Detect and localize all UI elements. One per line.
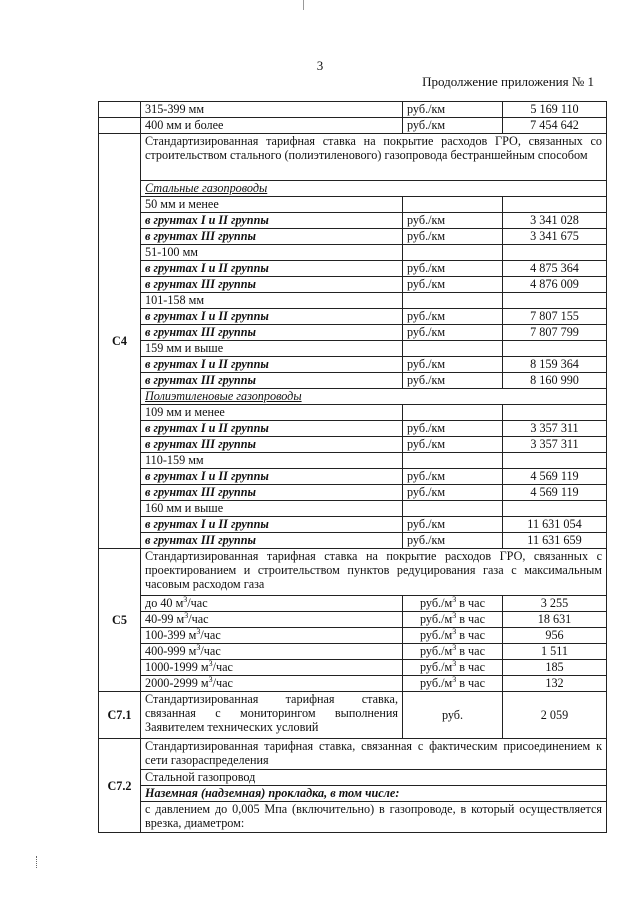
value-cell: 3 357 311 bbox=[503, 437, 607, 453]
value-cell: 11 631 659 bbox=[503, 533, 607, 549]
table-row bbox=[99, 501, 607, 517]
diameter-label: 315-399 мм bbox=[141, 102, 403, 118]
soil-group-label: в грунтах I и II группы bbox=[141, 469, 403, 485]
table-row bbox=[99, 325, 607, 341]
soil-group-label: в грунтах I и II группы bbox=[141, 421, 403, 437]
table-row bbox=[99, 676, 607, 692]
unit-cell: руб./км bbox=[403, 421, 503, 437]
tariff-table-body bbox=[99, 102, 607, 833]
value-cell: 7 807 155 bbox=[503, 309, 607, 325]
diameter-label: 400 мм и более bbox=[141, 118, 403, 134]
table-row bbox=[99, 118, 607, 134]
table-row bbox=[99, 802, 607, 833]
unit-prefix: руб./м bbox=[419, 644, 453, 658]
table-row bbox=[99, 739, 607, 770]
code-c5: С5 bbox=[99, 549, 141, 692]
table-row bbox=[99, 357, 607, 373]
per-hour-suffix: /час bbox=[212, 660, 233, 674]
value-cell: 4 569 119 bbox=[503, 485, 607, 501]
table-row bbox=[99, 469, 607, 485]
unit-prefix: руб./м bbox=[419, 612, 453, 626]
flow-range-text: 100-399 м bbox=[145, 628, 197, 642]
unit-cell: руб./км bbox=[403, 229, 503, 245]
flow-range-text: 400-999 м bbox=[145, 644, 197, 658]
code-cell-empty bbox=[99, 102, 141, 118]
table-row bbox=[99, 692, 607, 739]
poly-header: Полиэтиленовые газопроводы bbox=[141, 389, 607, 405]
diameter-label: 101-158 мм bbox=[141, 293, 403, 309]
table-row bbox=[99, 596, 607, 612]
unit-cell bbox=[403, 644, 503, 660]
value-cell: 956 bbox=[503, 628, 607, 644]
table-row bbox=[99, 549, 607, 596]
table-row bbox=[99, 770, 607, 786]
soil-group-label: в грунтах I и II группы bbox=[141, 357, 403, 373]
table-row bbox=[99, 389, 607, 405]
soil-group-label: в грунтах I и II группы bbox=[141, 309, 403, 325]
unit-suffix: в час bbox=[456, 612, 485, 626]
cubic-superscript: 3 bbox=[184, 610, 189, 620]
c71-title: Стандартизированная тарифная ставка, связанная с мониторингом выполнения Заявителем технических условий bbox=[141, 692, 403, 739]
soil-group-label: в грунтах III группы bbox=[141, 533, 403, 549]
table-row bbox=[99, 277, 607, 293]
diameter-label: 109 мм и менее bbox=[141, 405, 403, 421]
c72-title: Стандартизированная тарифная ставка, связанная с фактическим присоединением к сети газораспределения bbox=[141, 739, 607, 770]
soil-group-label: в грунтах III группы bbox=[141, 373, 403, 389]
unit-cell bbox=[403, 612, 503, 628]
table-row bbox=[99, 453, 607, 469]
table-row bbox=[99, 644, 607, 660]
table-row bbox=[99, 309, 607, 325]
diameter-label: 160 мм и выше bbox=[141, 501, 403, 517]
diameter-label: 50 мм и менее bbox=[141, 197, 403, 213]
table-row bbox=[99, 213, 607, 229]
value-cell-empty bbox=[503, 453, 607, 469]
per-hour-suffix: /час bbox=[200, 644, 221, 658]
table-row bbox=[99, 229, 607, 245]
flow-range-text: 2000-2999 м bbox=[145, 676, 209, 690]
value-cell-empty bbox=[503, 341, 607, 357]
continuation-caption: Продолжение приложения № 1 bbox=[422, 74, 594, 89]
unit-cell: руб./км bbox=[403, 102, 503, 118]
soil-group-label: в грунтах I и II группы bbox=[141, 261, 403, 277]
code-c72: С7.2 bbox=[99, 739, 141, 833]
soil-group-label: в грунтах I и II группы bbox=[141, 213, 403, 229]
unit-suffix: в час bbox=[456, 596, 485, 610]
code-cell-empty bbox=[99, 118, 141, 134]
table-row bbox=[99, 373, 607, 389]
diameter-label: 51-100 мм bbox=[141, 245, 403, 261]
unit-suffix: в час bbox=[456, 660, 485, 674]
unit-cell: руб./км bbox=[403, 118, 503, 134]
cubic-superscript: 3 bbox=[452, 642, 457, 652]
unit-cell: руб./км bbox=[403, 437, 503, 453]
table-row bbox=[99, 485, 607, 501]
margin-mark bbox=[36, 856, 40, 868]
soil-group-label: в грунтах III группы bbox=[141, 485, 403, 501]
table-row bbox=[99, 405, 607, 421]
unit-cell bbox=[403, 596, 503, 612]
table-row bbox=[99, 612, 607, 628]
cubic-superscript: 3 bbox=[208, 658, 213, 668]
flow-range-label bbox=[141, 612, 403, 628]
unit-cell: руб./км bbox=[403, 517, 503, 533]
value-cell: 3 357 311 bbox=[503, 421, 607, 437]
flow-range-text: до 40 м bbox=[145, 596, 184, 610]
unit-cell: руб./км bbox=[403, 533, 503, 549]
steel-pipeline-label: Стальной газопровод bbox=[141, 770, 607, 786]
unit-cell-empty bbox=[403, 453, 503, 469]
soil-group-label: в грунтах III группы bbox=[141, 229, 403, 245]
cubic-superscript: 3 bbox=[196, 626, 201, 636]
table-row bbox=[99, 293, 607, 309]
value-cell-empty bbox=[503, 197, 607, 213]
unit-cell bbox=[403, 628, 503, 644]
flow-range-label bbox=[141, 644, 403, 660]
ground-laying-label: Наземная (надземная) прокладка, в том числе: bbox=[141, 786, 607, 802]
unit-prefix: руб./м bbox=[419, 660, 453, 674]
flow-range-label bbox=[141, 596, 403, 612]
value-cell: 3 255 bbox=[503, 596, 607, 612]
unit-suffix: в час bbox=[456, 628, 485, 642]
unit-prefix: руб./м bbox=[419, 676, 453, 690]
value-cell-empty bbox=[503, 501, 607, 517]
unit-cell-empty bbox=[403, 501, 503, 517]
c5-title: Стандартизированная тарифная ставка на покрытие расходов ГРО, связанных с проектированием и строительством пунктов редуцирования газа с максимальным часовым расходом газа bbox=[141, 549, 607, 596]
unit-cell: руб. bbox=[403, 692, 503, 739]
cubic-superscript: 3 bbox=[452, 610, 457, 620]
cubic-superscript: 3 bbox=[196, 642, 201, 652]
cubic-superscript: 3 bbox=[452, 626, 457, 636]
unit-cell-empty bbox=[403, 293, 503, 309]
table-row bbox=[99, 245, 607, 261]
value-cell: 11 631 054 bbox=[503, 517, 607, 533]
table-row bbox=[99, 261, 607, 277]
unit-cell: руб./км bbox=[403, 469, 503, 485]
unit-cell: руб./км bbox=[403, 357, 503, 373]
pressure-description: с давлением до 0,005 Мпа (включительно) в газопроводе, в который осуществляется врезка, диаметром: bbox=[141, 802, 607, 833]
table-row bbox=[99, 786, 607, 802]
table-row bbox=[99, 341, 607, 357]
unit-cell bbox=[403, 676, 503, 692]
unit-suffix: в час bbox=[456, 644, 485, 658]
value-cell: 4 875 364 bbox=[503, 261, 607, 277]
per-hour-suffix: /час bbox=[212, 676, 233, 690]
flow-range-text: 40-99 м bbox=[145, 612, 185, 626]
diameter-label: 159 мм и выше bbox=[141, 341, 403, 357]
cubic-superscript: 3 bbox=[183, 594, 188, 604]
table-row bbox=[99, 102, 607, 118]
unit-cell: руб./км bbox=[403, 325, 503, 341]
value-cell: 4 569 119 bbox=[503, 469, 607, 485]
unit-cell-empty bbox=[403, 405, 503, 421]
soil-group-label: в грунтах I и II группы bbox=[141, 517, 403, 533]
unit-cell: руб./км bbox=[403, 261, 503, 277]
table-row bbox=[99, 533, 607, 549]
cubic-superscript: 3 bbox=[452, 594, 457, 604]
value-cell: 4 876 009 bbox=[503, 277, 607, 293]
c4-title: Стандартизированная тарифная ставка на покрытие расходов ГРО, связанных со строительством стального (полиэтиленового) газопровода бестраншейным способом bbox=[141, 134, 607, 181]
flow-range-text: 1000-1999 м bbox=[145, 660, 209, 674]
value-cell: 7 454 642 bbox=[503, 118, 607, 134]
value-cell-empty bbox=[503, 293, 607, 309]
unit-cell: руб./км bbox=[403, 309, 503, 325]
table-row bbox=[99, 437, 607, 453]
unit-cell: руб./км bbox=[403, 213, 503, 229]
scan-edge-mark bbox=[303, 0, 304, 10]
value-cell-empty bbox=[503, 405, 607, 421]
flow-range-label bbox=[141, 660, 403, 676]
value-cell: 3 341 675 bbox=[503, 229, 607, 245]
unit-cell: руб./км bbox=[403, 277, 503, 293]
steel-header: Стальные газопроводы bbox=[141, 181, 607, 197]
table-row bbox=[99, 517, 607, 533]
unit-suffix: в час bbox=[456, 676, 485, 690]
unit-cell: руб./км bbox=[403, 373, 503, 389]
per-hour-suffix: /час bbox=[187, 596, 208, 610]
cubic-superscript: 3 bbox=[452, 674, 457, 684]
soil-group-label: в грунтах III группы bbox=[141, 277, 403, 293]
unit-cell-empty bbox=[403, 197, 503, 213]
value-cell: 8 159 364 bbox=[503, 357, 607, 373]
unit-cell: руб./км bbox=[403, 485, 503, 501]
code-c71: С7.1 bbox=[99, 692, 141, 739]
value-cell: 18 631 bbox=[503, 612, 607, 628]
diameter-label: 110-159 мм bbox=[141, 453, 403, 469]
cubic-superscript: 3 bbox=[452, 658, 457, 668]
table-row bbox=[99, 660, 607, 676]
soil-group-label: в грунтах III группы bbox=[141, 437, 403, 453]
table-row bbox=[99, 197, 607, 213]
value-cell: 8 160 990 bbox=[503, 373, 607, 389]
table-row bbox=[99, 134, 607, 181]
value-cell: 5 169 110 bbox=[503, 102, 607, 118]
value-cell: 3 341 028 bbox=[503, 213, 607, 229]
per-hour-suffix: /час bbox=[188, 612, 209, 626]
soil-group-label: в грунтах III группы bbox=[141, 325, 403, 341]
unit-prefix: руб./м bbox=[419, 628, 453, 642]
unit-prefix: руб./м bbox=[419, 596, 453, 610]
value-cell-empty bbox=[503, 245, 607, 261]
unit-cell-empty bbox=[403, 341, 503, 357]
table-row bbox=[99, 628, 607, 644]
flow-range-label bbox=[141, 628, 403, 644]
value-cell: 2 059 bbox=[503, 692, 607, 739]
table-row bbox=[99, 421, 607, 437]
code-c4: С4 bbox=[99, 134, 141, 549]
tariff-table bbox=[98, 101, 607, 833]
unit-cell bbox=[403, 660, 503, 676]
per-hour-suffix: /час bbox=[200, 628, 221, 642]
unit-cell-empty bbox=[403, 245, 503, 261]
cubic-superscript: 3 bbox=[208, 674, 213, 684]
page-number: 3 bbox=[316, 58, 324, 73]
flow-range-label bbox=[141, 676, 403, 692]
value-cell: 132 bbox=[503, 676, 607, 692]
value-cell: 1 511 bbox=[503, 644, 607, 660]
value-cell: 7 807 799 bbox=[503, 325, 607, 341]
value-cell: 185 bbox=[503, 660, 607, 676]
table-row bbox=[99, 181, 607, 197]
